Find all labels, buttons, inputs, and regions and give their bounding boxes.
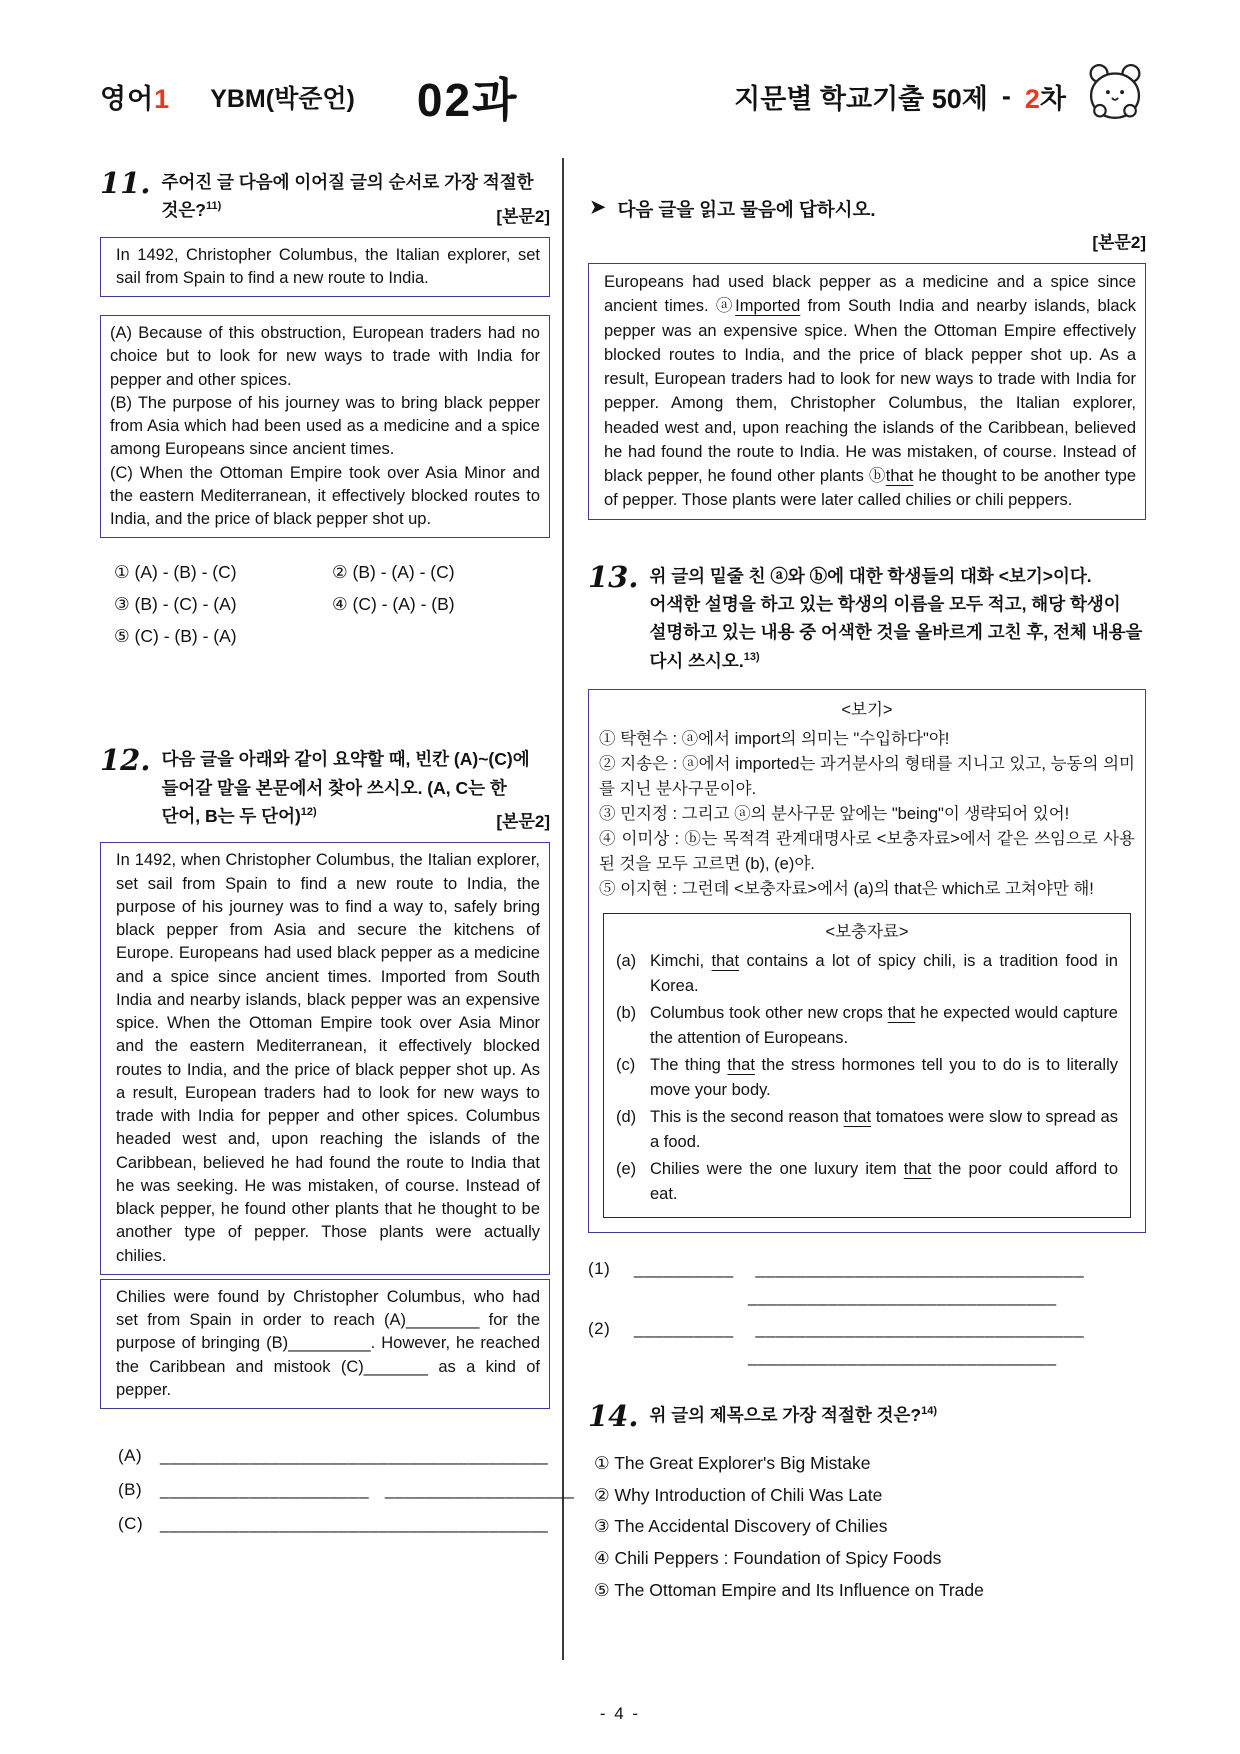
reading-source-tag: [본문2]: [1092, 233, 1146, 252]
supplement-item-d-text: [650, 1105, 1118, 1155]
q14-choice-4: ④ Chili Peppers : Foundation of Spicy Foods: [594, 1548, 942, 1569]
round-number: 2: [1024, 84, 1040, 114]
question-14-block: [588, 1401, 1146, 1607]
bogi-item-5-text: 이지현 : 그런데 <보충자료>에서 (a)의 that은 which로 고쳐야만 해!: [620, 880, 1094, 899]
question-12-source-tag: [본문2]: [496, 812, 550, 832]
sup-d-pre: This is the second reason: [650, 1108, 844, 1127]
supplement-item-d: [616, 1105, 1118, 1155]
course-number: 1: [154, 84, 171, 114]
bear-mascot-icon: [1084, 62, 1146, 131]
q11-choice-2: ② (B) - (A) - (C): [332, 562, 455, 583]
sup-d-post: tomatoes were slow to spread as a food.: [650, 1108, 1118, 1152]
q11-choice-3: ③ (B) - (C) - (A): [114, 594, 237, 615]
course-name: 영어: [100, 84, 155, 114]
reading-prompt-text: 다음 글을 읽고 물음에 답하시오.: [617, 199, 876, 220]
question-12-summary-box: [100, 1279, 550, 1409]
circled-a-mark: ⓐ: [715, 297, 736, 316]
supplement-item-c-text: [650, 1053, 1118, 1103]
sup-a-underlined: that: [711, 951, 740, 970]
answer-row-2: [588, 1319, 1146, 1339]
supplement-item-a-text: [650, 949, 1118, 999]
left-column: [100, 166, 575, 1541]
supplement-item-e: [616, 1157, 1118, 1207]
sup-c-post: the stress hormones tell you to do is to literally move your body.: [650, 1055, 1118, 1099]
bogi-item-1: [599, 727, 1135, 752]
page-header: [100, 62, 1146, 131]
answer-row-1-short-blank: __________: [634, 1259, 734, 1279]
question-14-number: 14.: [588, 1399, 639, 1434]
supplement-item-e-id: (e): [616, 1160, 637, 1179]
q11-choice-1: ① (A) - (B) - (C): [114, 562, 237, 583]
answer-row-1: [588, 1259, 1146, 1279]
question-13-block: [588, 559, 1146, 1368]
exam-series-label: 지문별 학교기출 50제: [734, 84, 988, 114]
question-13-answer-lines: [588, 1259, 1146, 1367]
bogi-item-2: [599, 752, 1135, 802]
answer-line-B: [118, 1473, 575, 1507]
question-12-passage-text: In 1492, when Christopher Columbus, the Italian explorer, set sail from Spain to find a new route to India, the purpose of his journey was to find a way to, safely bring black pepper from Asia and secure the kitchens of Europe. Europeans had used black pepper as a medicine and a spice since ancient times. Imported from South India and nearby islands, black pepper was an expensive spice. When the Ottoman Empire took over Asia Minor and the eastern Mediterranean, it effectively blocked routes to India, and the price of black pepper shot up. As a result, European traders had to look for new ways to trade with India for pepper and other spices. Columbus headed west and, upon reaching the islands of the Caribbean, believed he had found the route to India that he was seeking. He was mistaken, of course. Instead of black pepper, he found other plants that he thought to be another type of pepper. Those plants were actually chilies.: [116, 851, 540, 1265]
question-12-answer-lines: [118, 1439, 575, 1541]
course-title: [100, 77, 170, 116]
column-divider: [562, 158, 564, 1660]
supplement-item-b-text: [650, 1001, 1118, 1051]
supplement-item-d-id: (d): [616, 1108, 637, 1127]
answer-label-A: (A): [118, 1446, 143, 1466]
round-label: [1025, 77, 1066, 116]
bogi-box: [588, 689, 1146, 1233]
sup-b-underlined: that: [887, 1003, 916, 1022]
q14-choice-1: ① The Great Explorer's Big Mistake: [594, 1452, 871, 1473]
question-11-footnote-ref: 11): [205, 200, 222, 213]
answer-row-1-cont-blank: _______________________________: [748, 1287, 1057, 1307]
bogi-items: [599, 727, 1135, 903]
q14-choice-2: ② Why Introduction of Chili Was Late: [594, 1484, 883, 1505]
sup-b-pre: Columbus took other new crops: [650, 1003, 888, 1022]
sup-a-pre: Kimchi,: [650, 951, 712, 970]
circled-b-mark: ⓑ: [868, 467, 886, 485]
bogi-item-1-text: 탁현수 : ⓐ에서 import의 의미는 "수입하다"야!: [620, 729, 950, 748]
answer-row-2-label: (2): [588, 1319, 611, 1339]
question-14-choices: [594, 1448, 1146, 1607]
unit-title: 02과: [416, 73, 519, 126]
answer-row-2-cont-blank: _______________________________: [748, 1347, 1057, 1367]
answer-label-C: (C): [118, 1514, 144, 1534]
question-11-given-text: In 1492, Christopher Columbus, the Italian explorer, set sail from Spain to find a new route to India.: [116, 245, 540, 287]
question-11-number: 11.: [100, 166, 151, 200]
question-12-number: 12.: [100, 743, 151, 778]
sup-e-post: the poor could afford to eat.: [650, 1160, 1119, 1204]
dash-separator: -: [1001, 81, 1011, 111]
q11-choice-5: ⑤ (C) - (B) - (A): [114, 626, 237, 647]
supplement-item-a-id: (a): [616, 951, 637, 970]
passage-part-3: he thought to be another type of pepper. Those plants were later called chilies or chili peppers.: [604, 467, 1137, 510]
question-12-passage-box: [100, 842, 550, 1275]
sup-e-underlined: that: [903, 1160, 932, 1179]
reading-passage-text: [598, 270, 1136, 513]
answer-row-1-long-blank: _________________________________: [755, 1259, 1085, 1279]
question-13-header: [588, 559, 1146, 675]
supplement-item-c: [616, 1053, 1118, 1103]
underlined-word-that: that: [885, 467, 914, 485]
paragraph-C: (C) When the Ottoman Empire took over Asia Minor and the eastern Mediterranean, it effectively blocked routes to India, and the price of black pepper shot up.: [110, 463, 540, 529]
answer-row-1-label: (1): [588, 1259, 611, 1279]
right-column: [588, 168, 1146, 1607]
question-12-block: [100, 743, 575, 1541]
question-12-footnote-ref: 12): [300, 806, 317, 819]
question-13-stem: [649, 562, 1146, 675]
question-11-paragraph-box: [100, 315, 550, 538]
publisher-label: YBM(박준언): [210, 84, 355, 113]
question-14-stem-text: 위 글의 제목으로 가장 적절한 것은?: [649, 1405, 922, 1426]
supplement-box: [603, 913, 1131, 1219]
header-right-title: [734, 62, 1146, 131]
question-11-header: [100, 168, 550, 225]
question-12-stem-text: 다음 글을 아래와 같이 요약할 때, 빈칸 (A)~(C)에 들어갈 말을 본문에서 찾아 쓰시오. (A, C는 한 단어, B는 두 단어): [161, 749, 530, 827]
bogi-title: <보기>: [841, 700, 893, 719]
answer-blank-A: _______________________________________: [160, 1446, 549, 1466]
answer-blank-B2: ___________________: [385, 1480, 575, 1500]
supplement-item-a: [616, 949, 1118, 999]
question-11-stem: [161, 168, 550, 225]
answer-row-2-short-blank: __________: [634, 1319, 734, 1339]
sup-c-underlined: that: [727, 1055, 755, 1074]
passage-part-2: from South India and nearby islands, black pepper was an expensive spice. When the Ottoman Empire effectively blocked routes to India, and the price of black pepper shot up. As a result, European traders had to look for new ways to trade with India for pepper. Among them, Christopher Columbus, the Italian explorer, headed west and, upon reaching the islands of the Caribbean, believed he had found the route to India. He was mistaken, of course. Instead of black pepper, he found other plants: [604, 297, 1136, 485]
supplement-item-b-id: (b): [616, 1003, 637, 1022]
passage-part-1: Europeans had used black pepper as a medicine and a spice since ancient times.: [604, 273, 1136, 316]
round-suffix: 차: [1039, 84, 1066, 114]
sup-e-pre: Chilies were the one luxury item: [650, 1160, 904, 1179]
bogi-item-2-num: ②: [599, 755, 616, 774]
paragraph-B: (B) The purpose of his journey was to bring black pepper from Asia which had been used as a medicine and a spice among Europeans since ancient times.: [110, 393, 540, 459]
question-11-choices: [114, 562, 550, 647]
page-number: - 4 -: [599, 1704, 641, 1723]
reading-prompt: [590, 196, 1146, 222]
q14-choice-3: ③ The Accidental Discovery of Chilies: [594, 1516, 888, 1537]
bogi-item-3-num: ③: [599, 805, 616, 824]
supplement-item-b: [616, 1001, 1118, 1051]
bogi-item-5-num: ⑤: [599, 880, 616, 899]
bogi-item-2-text: 지송은 : ⓐ에서 imported는 과거분사의 형태를 지니고 있고, 능동의 의미를 지닌 분사구문이야.: [599, 755, 1135, 799]
answer-row-2-long-blank: _________________________________: [755, 1319, 1085, 1339]
supplement-title: <보충자료>: [825, 922, 909, 941]
q11-choice-4: ④ (C) - (A) - (B): [332, 594, 455, 615]
sup-d-underlined: that: [843, 1108, 872, 1127]
bogi-item-4-num: ④: [599, 830, 617, 849]
question-13-stem-text: 위 글의 밑줄 친 ⓐ와 ⓑ에 대한 학생들의 대화 <보기>이다. 어색한 설명을 하고 있는 학생의 이름을 모두 적고, 해당 학생이 설명하고 있는 내용 중 어색한 것을 올바르게 고친 후, 전체 내용을 다시 쓰시오.: [649, 565, 1143, 671]
bogi-item-1-num: ①: [599, 729, 616, 748]
question-12-summary-text: Chilies were found by Christopher Columbus, who had set from Spain in order to reach (A)________ for the purpose of bringing (B)_________. However, he reached the Caribbean and mistook (C)_______ as a kind of pepper.: [116, 1287, 540, 1399]
question-14-header: [588, 1399, 1146, 1434]
sup-c-pre: The thing: [650, 1055, 728, 1074]
question-13-footnote-ref: 13): [743, 650, 760, 663]
answer-blank-B1: _____________________: [160, 1480, 370, 1500]
bogi-item-3: [599, 802, 1135, 827]
q14-choice-5: ⑤ The Ottoman Empire and Its Influence on Trade: [594, 1580, 984, 1601]
answer-line-C: [118, 1507, 550, 1541]
bogi-item-3-text: 민지정 : 그리고 ⓐ의 분사구문 앞에는 "being"이 생략되어 있어!: [620, 805, 1070, 824]
question-12-header: [100, 745, 550, 830]
question-11-given-box: [100, 237, 550, 298]
supplement-item-c-id: (c): [616, 1055, 636, 1074]
bogi-item-5: [599, 877, 1135, 902]
question-13-number: 13.: [588, 559, 639, 594]
question-14-stem: [649, 1401, 1146, 1431]
answer-blank-C: _______________________________________: [160, 1514, 549, 1534]
answer-label-B: (B): [118, 1480, 143, 1500]
answer-line-A: [118, 1439, 550, 1473]
bogi-item-4: [599, 827, 1135, 877]
paragraph-A: (A) Because of this obstruction, European traders had no choice but to look for new ways to trade with India for pepper and other spices.: [110, 324, 540, 389]
arrow-icon: ➤: [590, 196, 606, 217]
question-11-source-tag: [본문2]: [496, 206, 550, 226]
question-12-stem: [161, 745, 550, 830]
underlined-word-imported: Imported: [735, 297, 801, 316]
sup-a-post: contains a lot of spicy chili, is a tradition food in Korea.: [650, 951, 1118, 995]
question-11-stem-text: 주어진 글 다음에 이어질 글의 순서로 가장 적절한 것은?: [161, 172, 534, 221]
question-14-footnote-ref: 14): [921, 1405, 938, 1418]
reading-passage-box: [588, 263, 1146, 520]
bogi-item-4-text: 이미상 : ⓑ는 목적격 관계대명사로 <보충자료>에서 같은 쓰임으로 사용된 것을 모두 고르면 (b), (e)야.: [599, 830, 1136, 874]
supplement-item-e-text: [650, 1157, 1118, 1207]
sup-b-post: he expected would capture the attention of Europeans.: [650, 1003, 1118, 1047]
